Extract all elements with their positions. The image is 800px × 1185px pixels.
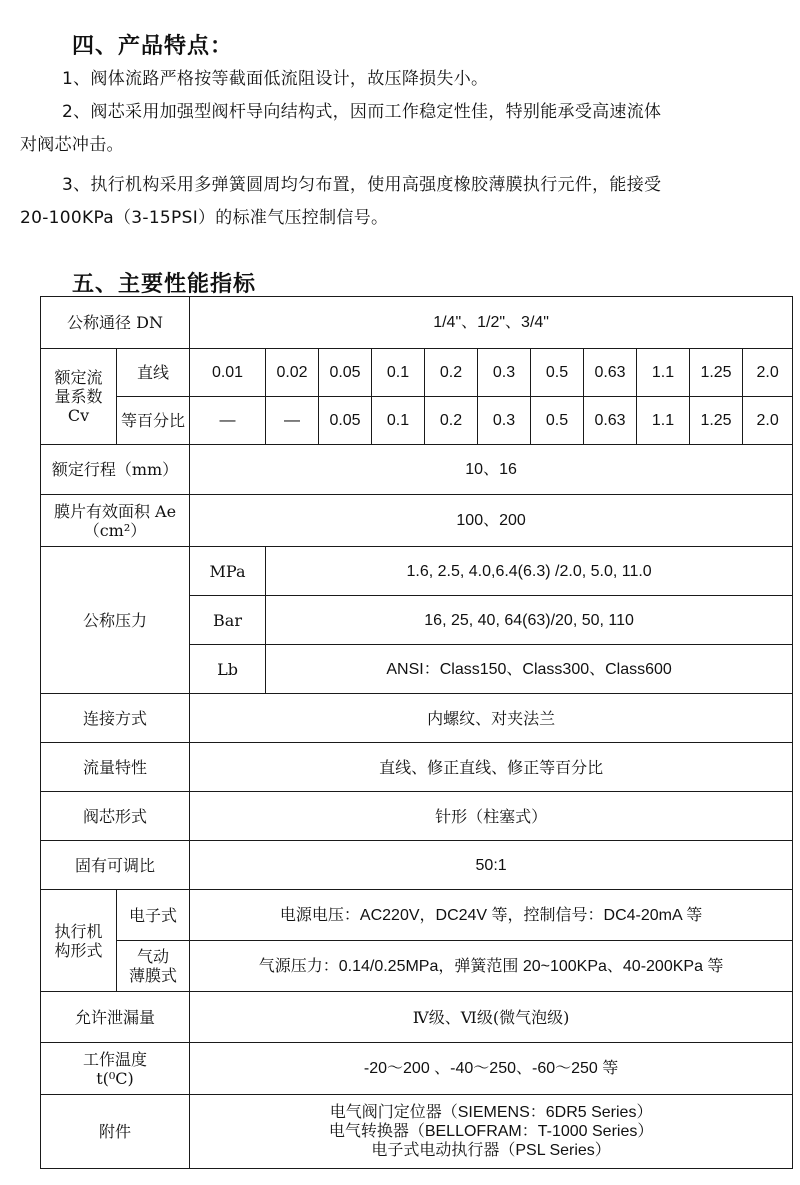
dn-label: 公称通径 DN [41,297,190,349]
feature-1: 1、阀体流路严格按等截面低流阻设计，故压降损失小。 [62,69,489,89]
table-row [41,841,793,890]
actuator-label [41,890,117,992]
cv-label [41,349,117,445]
valve-core-value: 针形（柱塞式） [190,792,793,841]
actuator-label-line-2: 构形式 [54,940,103,960]
table-row [41,547,793,596]
cv-label-line-2: 量系数 [54,387,103,406]
feature-3-line-2: 20-100KPa（3-15PSI）的标准气压控制信号。 [20,208,389,228]
area-value: 100、200 [190,495,793,547]
connection-value: 内螺纹、对夹法兰 [190,694,793,743]
accessory-item: 电气转换器（BELLOFRAM：T-1000 Series） [328,1123,654,1140]
accessory-item: 电气阀门定位器（SIEMENS：6DR5 Series） [329,1104,653,1121]
feature-2-line-1: 2、阀芯采用加强型阀杆导向结构式，因而工作稳定性佳，特别能承受高速流体 [62,102,662,122]
rangeability-label: 固有可调比 [41,841,190,890]
cv-linear-cell: 1.25 [690,349,743,397]
cv-linear-cell: 0.01 [190,349,266,397]
cv-eq-cell: — [190,397,266,445]
pressure-value: 16, 25, 40, 64(63)/20, 50, 110 [266,596,793,645]
cv-eq-cell: 0.3 [478,397,531,445]
table-row [41,397,793,445]
pressure-unit: Bar [190,596,266,645]
pressure-value: 1.6, 2.5, 4.0,6.4(6.3) /2.0, 5.0, 11.0 [266,547,793,596]
section-4-title: 四、产品特点： [72,34,234,59]
area-label-line-1: 膜片有效面积 Ae [53,501,177,521]
cv-linear-cell: 0.2 [425,349,478,397]
accessory-item: 电子式电动执行器（PSL Series） [371,1142,611,1159]
cv-eq-cell: — [266,397,319,445]
cv-eq-label: 等百分比 [117,397,190,445]
stroke-value: 10、16 [190,445,793,495]
table-row [41,941,793,992]
area-label-line-2: （cm²） [83,520,147,540]
table-row [41,792,793,841]
cv-linear-label: 直线 [117,349,190,397]
table-row [41,445,793,495]
flow-characteristic-value: 直线、修正直线、修正等百分比 [190,743,793,792]
leakage-value: Ⅳ级、Ⅵ级(微气泡级) [190,992,793,1043]
cv-linear-cell: 0.1 [372,349,425,397]
section-5-title: 五、主要性能指标 [72,272,257,297]
actuator-pneumatic-label-line-1: 气动 [137,947,170,966]
cv-eq-cell: 0.1 [372,397,425,445]
table-row [41,694,793,743]
pressure-unit: Lb [190,645,266,694]
dn-value: 1/4"、1/2"、3/4" [190,297,793,349]
table-row [41,1095,793,1169]
connection-label: 连接方式 [41,694,190,743]
temperature-value: -20～200 、-40～250、-60～250 等 [190,1043,793,1095]
actuator-pneumatic-value: 气源压力：0.14/0.25MPa，弹簧范围 20~100KPa、40-200KPa 等 [190,941,793,992]
cv-eq-cell: 0.63 [584,397,637,445]
cv-eq-cell: 2.0 [743,397,793,445]
feature-2-line-2: 对阀芯冲击。 [20,135,124,155]
leakage-label: 允许泄漏量 [41,992,190,1043]
temperature-label [41,1043,190,1095]
feature-3-line-1: 3、执行机构采用多弹簧圆周均匀布置，使用高强度橡胶薄膜执行元件，能接受 [62,175,662,195]
cv-linear-cell: 0.02 [266,349,319,397]
pressure-value: ANSI：Class150、Class300、Class600 [266,645,793,694]
table-row [41,495,793,547]
actuator-pneumatic-label-line-2: 薄膜式 [129,966,178,985]
table-row [41,297,793,349]
cv-label-line-3: Cv [67,406,90,425]
cv-linear-cell: 0.05 [319,349,372,397]
cv-linear-cell: 1.1 [637,349,690,397]
actuator-label-line-1: 执行机 [54,921,103,941]
rangeability-value: 50:1 [190,841,793,890]
pressure-unit: MPa [190,547,266,596]
actuator-electronic-value: 电源电压：AC220V，DC24V 等，控制信号：DC4-20mA 等 [190,890,793,941]
cv-label-line-1: 额定流 [54,368,103,387]
cv-eq-cell: 1.1 [637,397,690,445]
spec-table [40,296,793,1169]
table-row [41,1043,793,1095]
pressure-label: 公称压力 [41,547,190,694]
cv-linear-cell: 0.3 [478,349,531,397]
table-row [41,992,793,1043]
cv-eq-cell: 1.25 [690,397,743,445]
stroke-label: 额定行程（mm） [41,445,190,495]
temperature-label-line-2: t(⁰C) [96,1068,134,1088]
flow-characteristic-label: 流量特性 [41,743,190,792]
area-label [41,495,190,547]
cv-eq-cell: 0.05 [319,397,372,445]
actuator-electronic-label: 电子式 [117,890,190,941]
accessories-label: 附件 [41,1095,190,1169]
cv-linear-cell: 0.5 [531,349,584,397]
temperature-label-line-1: 工作温度 [83,1049,148,1069]
valve-core-label: 阀芯形式 [41,792,190,841]
cv-eq-cell: 0.5 [531,397,584,445]
cv-eq-cell: 0.2 [425,397,478,445]
table-row [41,890,793,941]
accessories-value [190,1095,793,1169]
table-row [41,349,793,397]
actuator-pneumatic-label [117,941,190,992]
table-row [41,743,793,792]
cv-linear-cell: 0.63 [584,349,637,397]
cv-linear-cell: 2.0 [743,349,793,397]
